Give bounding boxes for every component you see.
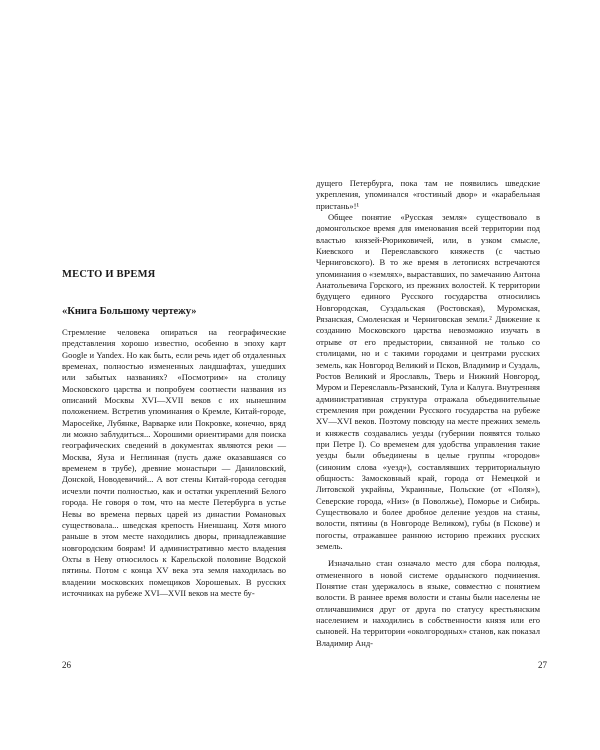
left-paragraph: Стремление человека опираться на географические представления хорошо известно, особенно в эпоху карт Google и Yandex. Но как быть, если речь идет об отдаленных временах, полностью измененных ландшафтах, ушедших или забытых названиях? «Посмотрим» на столицу Московского царства и попробуем соотнести названия из описаний Москвы XVI—XVII веков с их нынешним положением. Встретив упоминания о Кремле, Китай-городе, Маросейке, Лубянке, Варварке или Покровке, конечно, вряд ли можно заблудиться... Хорошими ориентирами для поиска географических сведений в документах являются реки — Москва, Яуза и Неглинная (пусть даже оказавшаяся со временем в трубе), древние монастыри — Даниловский, Донской, Новодевичий... А вот стены Китай-города сегодня исчезли почти полностью, как и остатки укреплений Белого города. Не говоря о том, что на месте Петербурга в устье Невы во времена первых царей из династии Романовых существовала... шведская крепость Ниеншанц. Хотя много раньше в этом месте находились дворы, принадлежавшие новгородским боярам! И административно место владения Охты в Неву относилось к Карельской половине Водской пятины. Потом с конца XV века эта земля находилась во владении московских помещиков Хорошевых. В русских источниках на рубеже XVI—XVII веков на месте бу- [62,327,286,598]
left-text-column [62,243,286,599]
right-page [300,0,600,750]
page-number-left: 26 [62,660,71,670]
right-paragraph-3: Изначально стан означало место для сбора полюдья, отмененного в новой системе ордынского подчинения. Понятие стан удержалось в языке, совместно с понятием волости. В раннее время волости и станы были населены не отличавшимися друг от друга по статусу крестьянским населением и находились в собственности князя или его сыновей. На территории «околгородных» станов, как показал Владимир Анд- [316,558,540,648]
page-number-right: 27 [538,660,547,670]
right-text-column [316,178,540,649]
section-title: «Книга Большому чертежу» [62,306,197,317]
chapter-title: МЕСТО И ВРЕМЯ [62,269,156,280]
right-paragraph-1: дущего Петербурга, пока там не появились шведские укрепления, упоминался «гостиный двор» и «карабельная пристань»!¹ [316,178,540,211]
right-paragraph-2: Общее понятие «Русская земля» существовало в домонгольское время для именования всей территории под властью князей-Рюриковичей, или, в узком смысле, Киевского и Переяславского княжеств (с частью Черниговского). В то же время в летописях встречаются упоминания о «землях», выраставших, по замечанию Антона Анатольевича Горского, из прежних волостей. К территории будущего единого Русского государства относились Новгородская, Суздальская (Ростовская), Муромская, Рязанская, Смоленская и Черниговская земли.² Движение к созданию Московского царства невозможно изучать в отрыве от его предыстории, связанной не только со столицами, но и с такими городами и центрами русских земель, как Новгород Великий и Псков, Владимир и Суздаль, Ростов Великий и Ярославль, Тверь и Нижний Новгород, Муром и Переяславль-Рязанский, Тула и Калуга. Внутренняя административная структура отражала объединительные стремления при рождении Русского государства на рубеже XV—XVI веков. Поэтому повсюду на месте прежних земель и княжеств создавались уезды (губернии появятся только при Петре I). Со временем для удобства управления такие уезды были объединены в целые группы «городов» (синоним слова «уезд»), составлявших территориальную общность: Замосковный край, города от Немецкой и Литовской украйны, Украинные, Польские (от «Поля»), Северские города, «Низ» (в Поволжье), Поморье и Сибирь. Существовало и более дробное деление уездов на станы, волости, пятины (в Новгороде Великом), губы (в Пскове) и погосты, отражавшее раннюю историю прежних русских земель. [316,212,540,551]
